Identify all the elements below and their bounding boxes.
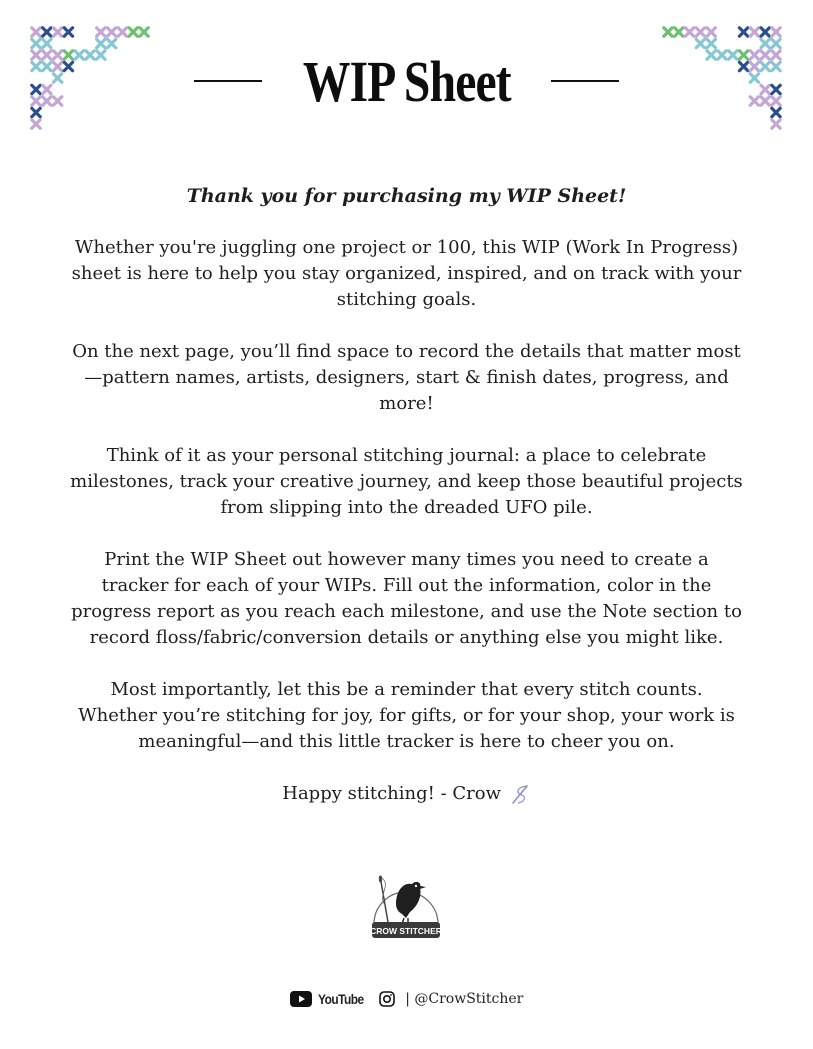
cross-stitch bbox=[772, 120, 780, 128]
cross-stitch bbox=[97, 39, 105, 47]
cross-stitch bbox=[772, 39, 780, 47]
needle-thread-icon bbox=[509, 783, 531, 805]
instagram-link[interactable] bbox=[379, 991, 395, 1007]
cross-stitch bbox=[32, 120, 40, 128]
instagram-icon bbox=[379, 991, 395, 1007]
signoff-text: Happy stitching! - Crow bbox=[282, 783, 502, 804]
page-title: WIP Sheet bbox=[302, 48, 511, 114]
cross-stitch bbox=[696, 28, 704, 36]
logo-text: CROW STITCHER bbox=[370, 926, 442, 936]
youtube-link[interactable] bbox=[290, 991, 368, 1007]
page-header bbox=[0, 48, 813, 114]
crow-stitcher-logo bbox=[366, 866, 446, 942]
cross-stitch bbox=[761, 39, 769, 47]
paragraph-next-page: On the next page, you’ll find space to record the details that matter most—pattern names, artists, designers, start & finish dates, progress, and more! bbox=[72, 341, 741, 414]
social-footer bbox=[0, 987, 813, 1011]
title-rule-left bbox=[194, 80, 262, 82]
cross-stitch bbox=[739, 28, 747, 36]
cross-stitch bbox=[107, 28, 115, 36]
cross-stitch bbox=[43, 39, 51, 47]
signoff-line bbox=[70, 781, 743, 807]
cross-stitch bbox=[129, 28, 137, 36]
cross-stitch bbox=[97, 28, 105, 36]
cross-stitch bbox=[707, 39, 715, 47]
cross-stitch bbox=[32, 39, 40, 47]
intro-letter bbox=[70, 183, 743, 833]
cross-stitch bbox=[118, 28, 126, 36]
cross-stitch bbox=[664, 28, 672, 36]
cross-stitch bbox=[675, 28, 683, 36]
cross-stitch bbox=[696, 39, 704, 47]
cross-stitch bbox=[107, 39, 115, 47]
cross-stitch bbox=[140, 28, 148, 36]
cross-stitch bbox=[707, 28, 715, 36]
youtube-icon bbox=[290, 991, 312, 1007]
youtube-wordmark: YouTube bbox=[317, 991, 364, 1007]
cross-stitch bbox=[53, 28, 61, 36]
social-handle[interactable]: | @CrowStitcher bbox=[405, 991, 524, 1007]
paragraph-intro: Whether you're juggling one project or 100, this WIP (Work In Progress) sheet is here to help you stay organized, inspired, and on track with your stitching goals. bbox=[71, 237, 742, 310]
cross-stitch bbox=[32, 28, 40, 36]
cross-stitch bbox=[685, 28, 693, 36]
cross-stitch bbox=[772, 28, 780, 36]
paragraph-journal: Think of it as your personal stitching journal: a place to celebrate milestones, track your creative journey, and keep those beautiful projects from slipping into the dreaded UFO pile. bbox=[70, 445, 743, 518]
title-rule-right bbox=[551, 80, 619, 82]
paragraph-print: Print the WIP Sheet out however many times you need to create a tracker for each of your WIPs. Fill out the information, color in the progress report as you reach each milestone, and use the Note section to record floss/fabric/conversion details or anything else you might like. bbox=[71, 549, 742, 648]
cross-stitch bbox=[761, 28, 769, 36]
cross-stitch bbox=[64, 28, 72, 36]
cross-stitch bbox=[750, 28, 758, 36]
thank-you-heading: Thank you for purchasing my WIP Sheet! bbox=[186, 185, 627, 207]
cross-stitch bbox=[43, 28, 51, 36]
paragraph-reminder: Most importantly, let this be a reminder that every stitch counts. Whether you’re stitching for joy, for gifts, or for your shop, your work is meaningful—and this little tracker is here to cheer you on. bbox=[78, 679, 735, 752]
